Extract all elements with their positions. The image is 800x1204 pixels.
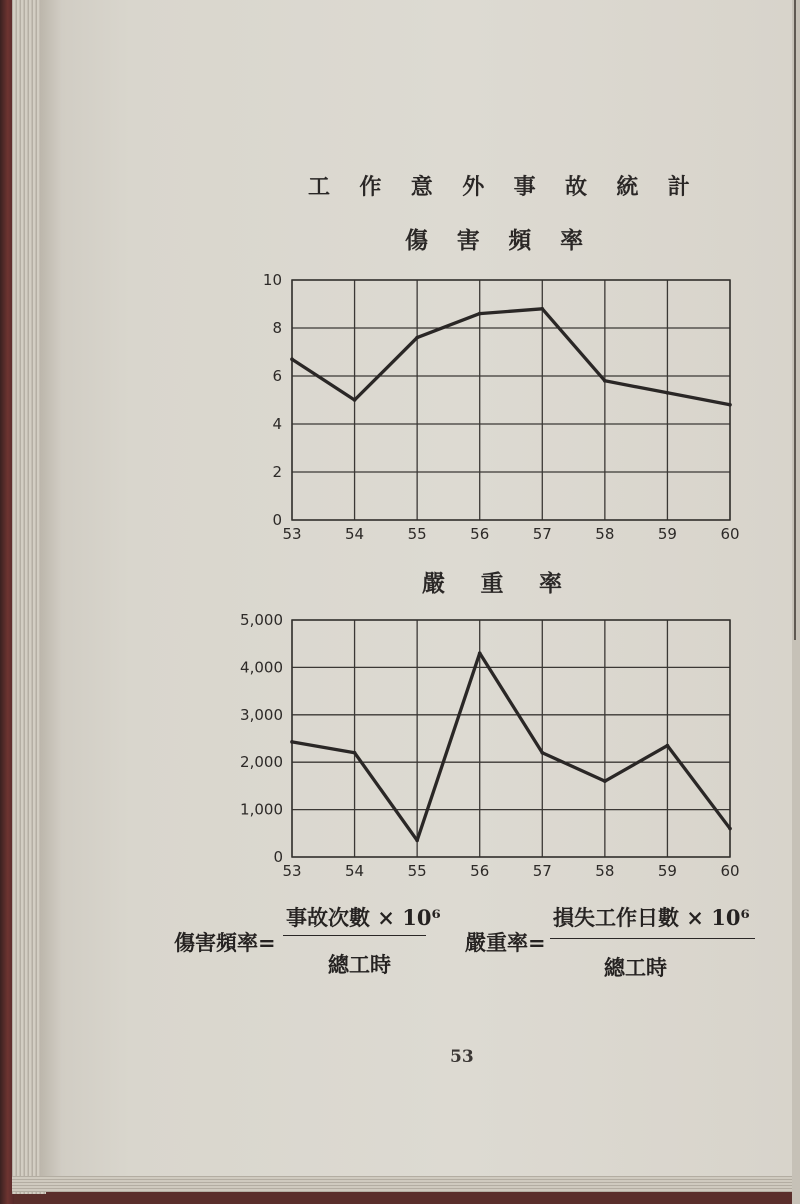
x-tick-label: 55 <box>407 862 427 880</box>
chart-title-severity-rate: 嚴重率 <box>422 570 598 597</box>
y-tick-label: 4,000 <box>240 658 283 677</box>
formula-injury-frequency-denominator: 總工時 <box>328 952 391 977</box>
x-tick-label: 59 <box>657 525 677 543</box>
x-tick-label: 55 <box>407 525 427 543</box>
y-tick-label: 2,000 <box>240 753 283 772</box>
formula-severity-rate-denominator: 總工時 <box>604 955 667 980</box>
x-tick-label: 57 <box>532 862 552 880</box>
x-tick-label: 54 <box>345 525 365 543</box>
page-stack-bottom-edge <box>12 1176 792 1192</box>
y-tick-label: 0 <box>272 511 282 529</box>
formula-severity-rate-fraction-bar <box>550 938 755 939</box>
y-tick-label: 10 <box>262 271 282 289</box>
formula-severity-rate-numerator: 損失工作日數 × 10⁶ <box>553 905 750 930</box>
y-tick-label: 1,000 <box>240 800 283 819</box>
y-tick-label: 0 <box>273 848 283 866</box>
y-tick-label: 8 <box>272 319 282 337</box>
x-tick-label: 58 <box>595 525 615 543</box>
page-number: 53 <box>450 1047 474 1067</box>
formula-severity-rate-lhs: 嚴重率= <box>465 930 546 955</box>
x-tick-label: 56 <box>470 525 490 543</box>
formula-injury-frequency-lhs: 傷害頻率= <box>174 930 276 955</box>
y-tick-label: 6 <box>272 367 282 385</box>
chart-title-injury-frequency: 傷害頻率 <box>405 227 612 254</box>
x-tick-label: 60 <box>720 862 740 880</box>
x-tick-label: 53 <box>282 525 302 543</box>
formula-injury-frequency-fraction-bar <box>283 935 426 936</box>
y-tick-label: 4 <box>272 415 282 433</box>
x-tick-label: 54 <box>345 862 365 880</box>
x-tick-label: 57 <box>532 525 552 543</box>
page-heading: 工作意外事故統計 <box>308 174 720 200</box>
y-tick-label: 3,000 <box>240 705 283 724</box>
y-tick-label: 2 <box>272 463 282 481</box>
x-tick-label: 60 <box>720 525 740 543</box>
x-tick-label: 56 <box>470 862 490 880</box>
x-tick-label: 58 <box>595 862 615 880</box>
x-tick-label: 53 <box>282 862 302 880</box>
y-tick-label: 5,000 <box>240 611 283 629</box>
background-edge-line <box>794 0 796 640</box>
x-tick-label: 59 <box>657 862 677 880</box>
formula-injury-frequency-numerator: 事故次數 × 10⁶ <box>286 905 441 930</box>
